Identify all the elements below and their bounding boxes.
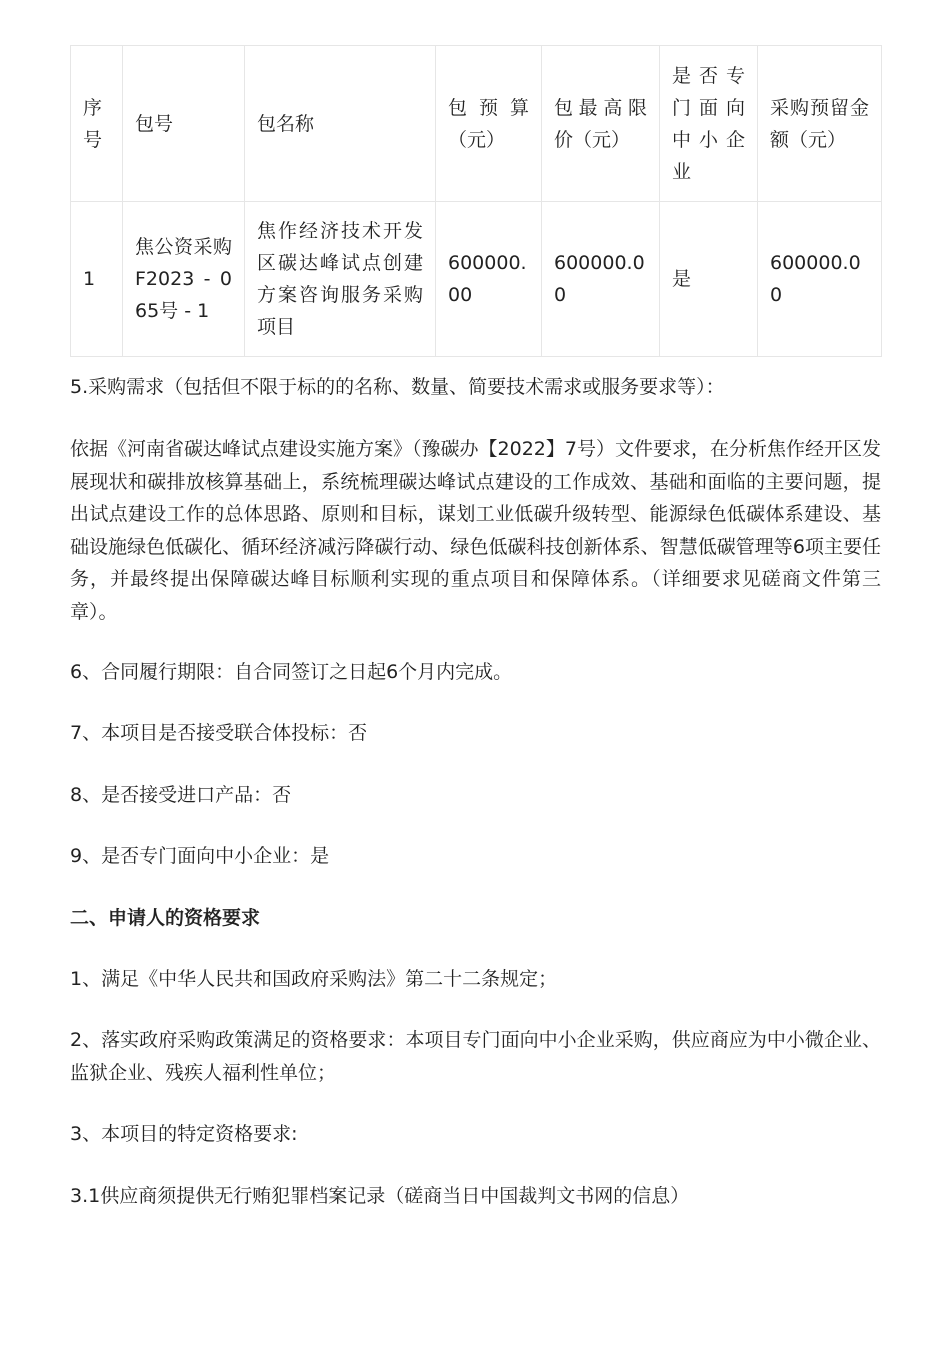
header-cell-package-no: 包号 xyxy=(123,46,245,202)
section2-title: 二、申请人的资格要求 xyxy=(70,907,261,929)
item7-consortium: 7、本项目是否接受联合体投标：否 xyxy=(70,722,368,744)
header-cell-seq: 序号 xyxy=(71,46,123,202)
cell-sme-only: 是 xyxy=(660,202,758,357)
item5-detail: 依据《河南省碳达峰试点建设实施方案》（豫碳办【2022】7号）文件要求，在分析焦作经开区发展现状和碳排放核算基础上，系统梳理碳达峰试点建设的工作成效、基础和面临的主要问题，提出试点建设工作的总体思路、原则和目标，谋划工业低碳升级转型、能源绿色低碳体系建设、基础设施绿色低碳化、循环经济减污降碳行动、绿色低碳科技创新体系、智慧低碳管理等6项主要任务，并最终提出保障碳达峰目标顺利实现的重点项目和保障体系。（详细要求见磋商文件第三章）。 xyxy=(70,438,881,623)
item5-heading: 5.采购需求（包括但不限于标的的名称、数量、简要技术需求或服务要求等）： xyxy=(70,376,725,398)
requirement-3: 3、本项目的特定资格要求: xyxy=(70,1123,298,1145)
cell-seq: 1 xyxy=(71,202,123,357)
requirement-1: 1、满足《中华人民共和国政府采购法》第二十二条规定； xyxy=(70,968,558,990)
header-cell-budget: 包预算（元） xyxy=(436,46,542,202)
package-table xyxy=(70,45,882,357)
header-cell-max-price: 包最高限价（元） xyxy=(542,46,660,202)
header-cell-reserved-amount: 采购预留金额（元） xyxy=(758,46,882,202)
header-cell-package-name: 包名称 xyxy=(245,46,436,202)
item9-sme: 9、是否专门面向中小企业：是 xyxy=(70,845,330,867)
requirement-2: 2、落实政府采购政策满足的资格要求：本项目专门面向中小企业采购，供应商应为中小微企业、监狱企业、残疾人福利性单位； xyxy=(70,1029,881,1084)
item6-contract-period: 6、合同履行期限：自合同签订之日起6个月内完成。 xyxy=(70,661,513,683)
cell-reserved-amount: 600000.00 xyxy=(758,202,882,357)
cell-package-no: 焦公资采购 F2023 - 065号 - 1 xyxy=(123,202,245,357)
cell-max-price: 600000.00 xyxy=(542,202,660,357)
table-header-row xyxy=(71,46,882,202)
header-cell-sme-only: 是否专门面向中小企业 xyxy=(660,46,758,202)
requirement-3-1: 3.1供应商须提供无行贿犯罪档案记录（磋商当日中国裁判文书网的信息） xyxy=(70,1185,690,1207)
table-row xyxy=(71,202,882,357)
item8-imported-products: 8、是否接受进口产品：否 xyxy=(70,784,292,806)
cell-package-name: 焦作经济技术开发区碳达峰试点创建方案咨询服务采购项目 xyxy=(245,202,436,357)
cell-budget: 600000.00 xyxy=(436,202,542,357)
